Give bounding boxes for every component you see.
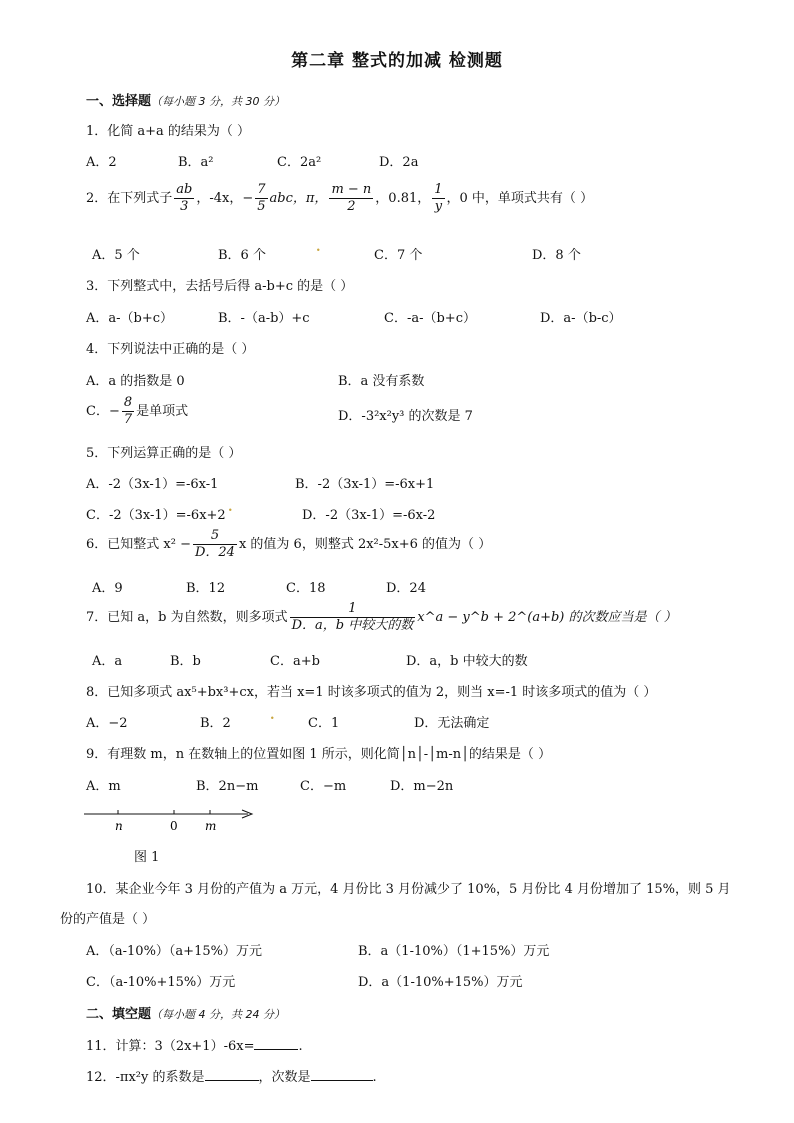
q5-option-d: D．-2（3x-1）=-6x-2: [302, 508, 436, 523]
q7-option-c: C．a+b: [270, 654, 320, 669]
q6-option-c: C．18: [286, 581, 326, 596]
fraction-1-2: $\frac{1}{\text{D．a，b 中较大的数}}$: [291, 601, 414, 633]
q6-option-a: A．9: [92, 581, 123, 596]
question-2: 2．在下列式子 $\frac{ab}{3}$ ，-4x，− $\frac{7}{5}$ abc，π， $\frac{m - n}{2}$ ，0.81， $\frac{1}{y}$ ，0 中，单项式共有（ ）: [86, 182, 594, 214]
q2-option-b: B．6 个: [218, 248, 266, 263]
question-10-line2: 份的产值是（ ）: [60, 912, 156, 927]
q10-option-a: A．（a-10%）（a+15%）万元: [86, 944, 262, 959]
q4-option-a: A．a 的指数是 0: [86, 374, 185, 389]
question-3: 3．下列整式中，去括号后得 a-b+c 的是（ ）: [86, 279, 354, 294]
decorative-dot: .: [316, 240, 321, 255]
q1-option-d: D．2a: [379, 155, 419, 170]
fraction-7-5: $\frac{7}{5}$: [257, 182, 266, 214]
q7-option-b: B．b: [170, 654, 201, 669]
number-line-figure: [80, 802, 270, 838]
q3-option-c: C．-a-（b+c）: [384, 311, 476, 326]
q3-option-d: D．a-（b-c）: [540, 311, 622, 326]
question-10-line1: 10．某企业今年 3 月份的产值为 a 万元，4 月份比 3 月份减少了 10%，5 月份比 4 月份增加了 15%，则 5 月: [86, 882, 731, 897]
q7-option-a: A．a: [92, 654, 123, 669]
fraction-ab-3: $\frac{ab}{3}$: [176, 182, 193, 214]
q2-option-c: C．7 个: [374, 248, 423, 263]
question-11: 11．计算：3（2x+1）-6x= .: [86, 1039, 303, 1054]
page-title: 第二章 整式的加减 检测题: [291, 51, 503, 71]
q2-option-a: A．5 个: [92, 248, 140, 263]
decorative-dot: .: [270, 708, 275, 723]
axis-label-0: 0: [170, 819, 178, 833]
fraction-1-y: $\frac{1}{y}$: [434, 182, 443, 214]
q5-option-c: C．-2（3x-1）=-6x+2: [86, 508, 226, 523]
question-6: 6．已知整式 x² − $\frac{5}{D.24}$ x 的值为 6，则整式 2x²-5x+6 的值为（ ）: [86, 528, 492, 560]
q9-option-a: A．m: [86, 779, 121, 794]
question-1: 1．化简 a+a 的结果为（ ）: [86, 124, 251, 139]
decorative-dot: .: [228, 500, 233, 515]
q7-option-d: D．a，b 中较大的数: [406, 654, 528, 669]
axis-label-n: n: [115, 819, 123, 833]
q3-option-a: A．a-（b+c）: [86, 311, 174, 326]
q6-option-d: D．24: [386, 581, 426, 596]
q4-option-d: D．-3²x²y³ 的次数是 7: [338, 409, 473, 424]
q6-option-b: B．12: [186, 581, 226, 596]
question-8: 8．已知多项式 ax⁵+bx³+cx，若当 x=1 时该多项式的值为 2，则当 x=-1 时该多项式的值为（ ）: [86, 685, 657, 700]
question-4: 4．下列说法中正确的是（ ）: [86, 342, 255, 357]
question-5: 5．下列运算正确的是（ ）: [86, 446, 242, 461]
q2-option-d: D．8 个: [532, 248, 581, 263]
q9-option-b: B．2n−m: [196, 779, 259, 794]
q9-option-d: D．m−2n: [390, 779, 454, 794]
fraction-8-7: $\frac{8}{7}$: [123, 395, 133, 427]
question-9: 9．有理数 m，n 在数轴上的位置如图 1 所示，则化简│n│-│m-n│的结果是（ ）: [86, 747, 552, 762]
section-heading-choice: 一、选择题（每小题 3 分，共 30 分）: [86, 94, 285, 109]
q5-option-b: B．-2（3x-1）=-6x+1: [295, 477, 435, 492]
fraction-5-2: $\frac{5}{D.24}$: [194, 528, 235, 560]
answer-blank[interactable]: [254, 1037, 298, 1050]
q4-option-b: B．a 没有系数: [338, 374, 425, 389]
q10-option-c: C．（a-10%+15%）万元: [86, 975, 236, 990]
q1-option-c: C．2a²: [277, 155, 322, 170]
q8-option-c: C．1: [308, 716, 340, 731]
answer-blank-degree[interactable]: [311, 1068, 373, 1081]
section-heading-fill: 二、填空题（每小题 4 分，共 24 分）: [86, 1007, 285, 1022]
question-12: 12．-πx²y 的系数是 ，次数是 .: [86, 1070, 377, 1085]
figure-caption: 图 1: [134, 850, 160, 865]
answer-blank-coefficient[interactable]: [205, 1068, 259, 1081]
q9-option-c: C．−m: [300, 779, 347, 794]
axis-label-m: m: [205, 819, 217, 833]
q8-option-b: B．2: [200, 716, 231, 731]
q4-option-c: C．− $\frac{8}{7}$ 是单项式: [86, 395, 189, 427]
q8-option-d: D．无法确定: [414, 716, 490, 731]
q3-option-b: B．-（a-b）+c: [218, 311, 310, 326]
question-7: 7．已知 a，b 为自然数，则多项式 $\frac{1}{\text{D．a，b 中较大的数}}$ x^a − y^b + 2^(a+b) 的次数应当是（ ）: [86, 601, 677, 633]
fraction-m-n-2: $\frac{m - n}{2}$: [331, 182, 372, 214]
q5-option-a: A．-2（3x-1）=-6x-1: [86, 477, 219, 492]
q1-option-a: A．2: [86, 155, 117, 170]
q1-option-b: B．a²: [178, 155, 214, 170]
q10-option-b: B．a（1-10%）（1+15%）万元: [358, 944, 550, 959]
q8-option-a: A．−2: [86, 716, 128, 731]
q10-option-d: D．a（1-10%+15%）万元: [358, 975, 523, 990]
